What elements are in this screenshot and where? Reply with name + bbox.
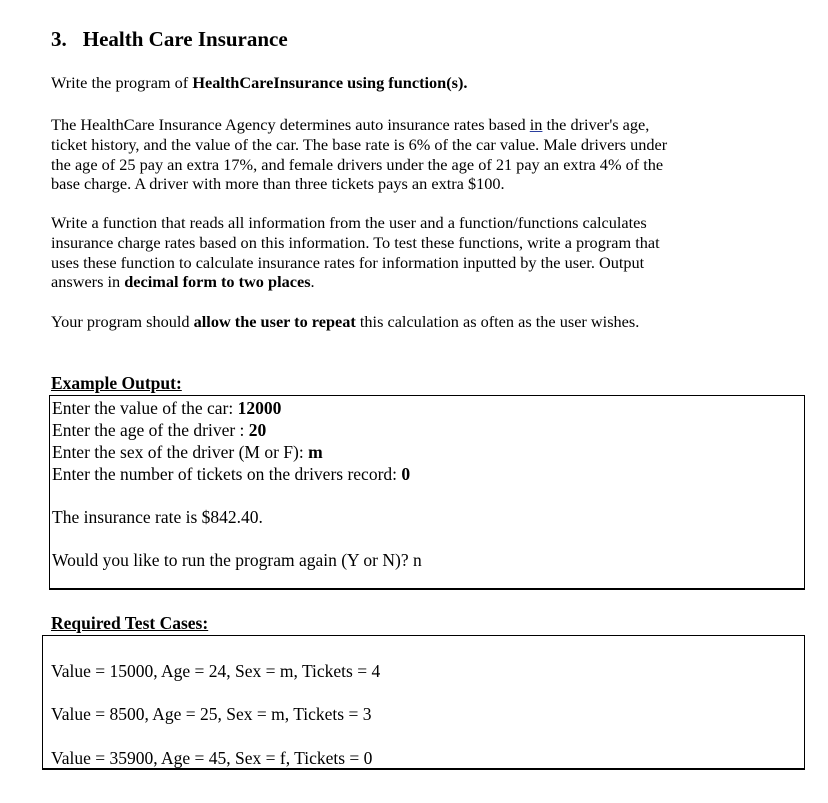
run-again-line: Would you like to run the program again (Y or N)? n [52, 550, 422, 570]
task-line-4-end: . [310, 272, 315, 292]
test-case: Value = 15000, Age = 24, Sex = m, Tickets = 4 [51, 661, 381, 681]
description-line-2: ticket history, and the value of the car. The base rate is 6% of the car value. Male drivers under [51, 134, 668, 154]
task-line-4-bold: decimal form to two places [124, 272, 311, 292]
example-line [52, 420, 266, 441]
intro-text: Write the program of [51, 73, 193, 92]
repeat-text-end: this calculation as often as the user wishes. [355, 312, 640, 331]
example-line [52, 398, 281, 419]
description-line-1 [51, 115, 791, 135]
repeat-bold-text: allow the user to repeat [193, 312, 356, 331]
underlined-word: in [529, 115, 543, 134]
example-output-box [49, 395, 805, 590]
page-title [51, 27, 288, 52]
prompt-text: Enter the value of the car: [52, 398, 238, 418]
user-input: 0 [401, 464, 411, 484]
description-line-1-end: the driver's age, [542, 115, 650, 134]
task-line-4 [51, 272, 791, 292]
task-line-1: Write a function that reads all information from the user and a function/functions calculates [51, 213, 647, 232]
example-output-title: Example Output: [51, 373, 182, 393]
section-title: Health Care Insurance [82, 27, 288, 51]
task-line-3: uses these function to calculate insurance rates for information inputted by the user. Output [51, 252, 645, 272]
prompt-text: Enter the number of tickets on the drivers record: [52, 464, 402, 484]
task-line-2: insurance charge rates based on this information. To test these functions, write a program that [51, 232, 660, 252]
repeat-text-start: Your program should [51, 312, 194, 331]
description-line-3: the age of 25 pay an extra 17%, and female drivers under the age of 21 pay an extra 4% of the [51, 154, 664, 174]
description-line-4: base charge. A driver with more than three tickets pays an extra $100. [51, 174, 505, 194]
user-input: 20 [248, 420, 267, 440]
user-input: 12000 [237, 398, 282, 418]
example-line [52, 464, 410, 485]
description-line-1-start: The HealthCare Insurance Agency determines auto insurance rates based [51, 115, 530, 134]
test-case: Value = 35900, Age = 45, Sex = f, Tickets = 0 [51, 748, 373, 768]
prompt-text: Enter the sex of the driver (M or F): [52, 442, 309, 462]
task-line-4-start: answers in [51, 272, 125, 292]
task-paragraph [51, 213, 791, 292]
description-paragraph [51, 115, 791, 194]
result-line: The insurance rate is $842.40. [52, 507, 263, 527]
intro-paragraph [51, 73, 791, 93]
required-tests-title: Required Test Cases: [51, 613, 209, 633]
section-number: 3. [51, 27, 67, 51]
user-input: m [308, 442, 323, 462]
prompt-text: Enter the age of the driver : [52, 420, 249, 440]
intro-bold-text: HealthCareInsurance using function(s). [192, 73, 468, 92]
example-line [52, 442, 323, 463]
repeat-paragraph [51, 312, 791, 332]
test-case: Value = 8500, Age = 25, Sex = m, Tickets = 3 [51, 704, 372, 724]
required-tests-box [42, 635, 805, 770]
